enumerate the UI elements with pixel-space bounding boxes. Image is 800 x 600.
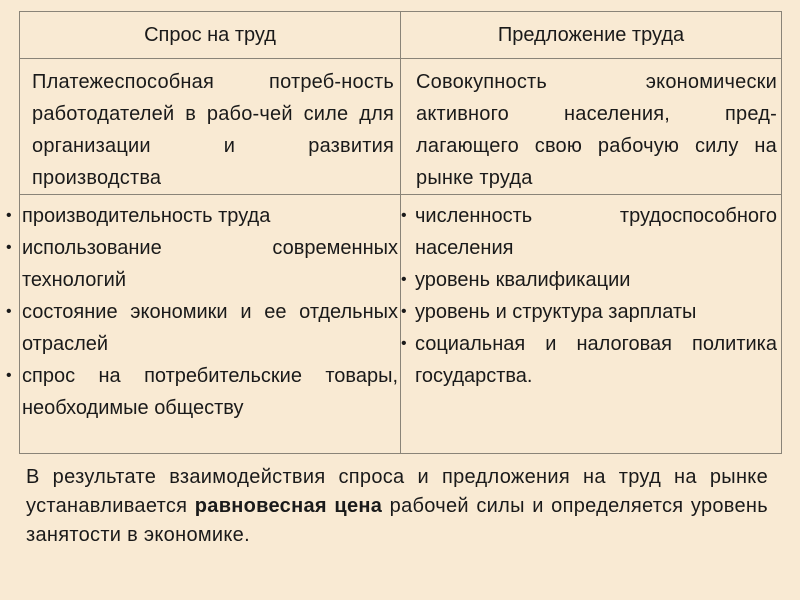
factor-text: состояние экономики и ее отдельных отраслей xyxy=(22,301,398,355)
table-header-row xyxy=(20,12,782,59)
header-labor-demand: Спрос на труд xyxy=(20,12,401,59)
conclusion-emphasis: равновесная цена xyxy=(194,495,383,517)
bullet-icon: • xyxy=(401,303,407,320)
supply-factors-cell xyxy=(401,195,782,454)
list-item xyxy=(401,200,779,264)
bullet-icon: • xyxy=(6,303,12,320)
factor-text: численность трудоспособного населения xyxy=(415,205,777,259)
header-labor-supply: Предложение труда xyxy=(401,12,782,59)
supply-definition-cell xyxy=(401,59,782,195)
list-item xyxy=(401,328,779,392)
table-factors-row xyxy=(20,195,782,454)
bullet-icon: • xyxy=(6,207,12,224)
list-item xyxy=(6,296,398,360)
list-item xyxy=(401,264,779,296)
demand-factors-list xyxy=(6,195,400,424)
demand-definition: Платежеспособная потреб-ность работодателей в рабо-чей силе для организации и развития производства xyxy=(32,71,394,189)
factor-text: спрос на потребительские товары, необходимые обществу xyxy=(22,365,398,419)
conclusion-text-start: В результате взаимодействия спроса и предложения на труд на рынке устанавливается xyxy=(26,466,768,517)
comparison-table xyxy=(6,11,782,454)
demand-definition-cell xyxy=(20,59,401,195)
list-item xyxy=(6,200,398,232)
factor-text: использование современных технологий xyxy=(22,237,398,291)
list-item xyxy=(401,296,779,328)
table-definition-row xyxy=(20,59,782,195)
bullet-icon: • xyxy=(401,335,407,352)
list-item xyxy=(6,360,398,424)
factor-text: уровень и структура зарплаты xyxy=(415,301,697,323)
factor-text: социальная и налоговая политика государства. xyxy=(415,333,777,387)
supply-definition: Совокупность экономически активного населения, пред-лагающего свою рабочую силу на рынке труда xyxy=(416,71,777,189)
bullet-icon: • xyxy=(401,207,407,224)
conclusion-paragraph xyxy=(26,463,768,550)
list-item xyxy=(6,232,398,296)
bullet-icon: • xyxy=(6,367,12,384)
conclusion-text-end: рабочей силы и определяется уровень занятости в экономике. xyxy=(26,495,768,546)
demand-factors-cell xyxy=(6,195,401,454)
factor-text: производительность труда xyxy=(22,205,271,227)
supply-factors-list xyxy=(401,195,781,392)
bullet-icon: • xyxy=(401,271,407,288)
factor-text: уровень квалификации xyxy=(415,269,631,291)
bullet-icon: • xyxy=(6,239,12,256)
